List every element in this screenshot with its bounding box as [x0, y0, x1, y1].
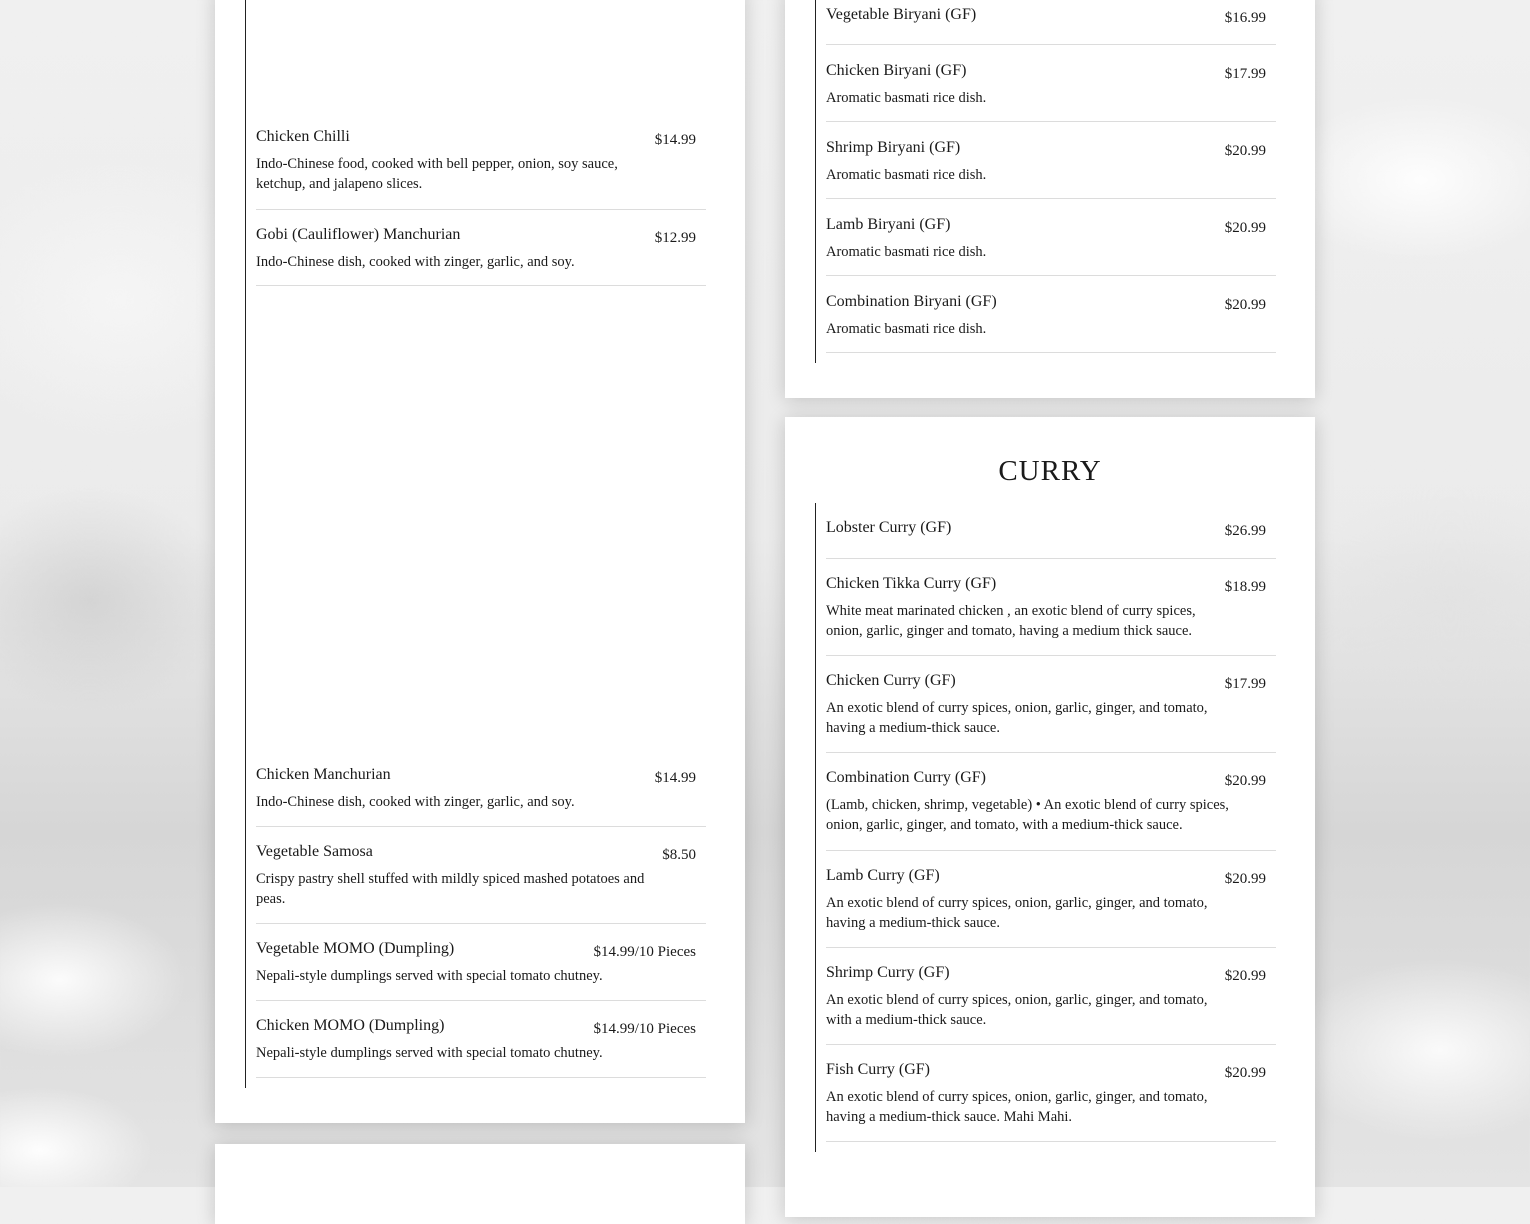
item-price: $14.99	[654, 770, 696, 786]
appetizers-list	[245, 0, 706, 1088]
item-price: $17.99	[1224, 676, 1266, 692]
item-price: $20.99	[1224, 220, 1266, 236]
item-price: $20.99	[1224, 871, 1266, 887]
item-price: $14.99/10 Pieces	[593, 1021, 696, 1037]
menu-item	[826, 61, 1276, 122]
item-description: Nepali-style dumplings served with special tomato chutney.	[256, 968, 603, 984]
item-name: Shrimp Curry (GF)	[826, 964, 950, 981]
menu-item	[826, 292, 1276, 353]
item-name: Chicken Biryani (GF)	[826, 62, 967, 79]
menu-item	[256, 765, 706, 827]
item-name: Gobi (Cauliflower) Manchurian	[256, 226, 461, 243]
menu-item	[256, 127, 706, 210]
item-description: Aromatic basmati rice dish.	[826, 167, 987, 183]
menu-item	[826, 518, 1276, 559]
item-name: Vegetable Biryani (GF)	[826, 6, 977, 23]
item-name: Chicken Manchurian	[256, 766, 391, 783]
menu-item	[826, 1060, 1276, 1142]
item-price: $20.99	[1224, 968, 1266, 984]
item-price: $20.99	[1224, 1065, 1266, 1081]
item-description: Indo-Chinese food, cooked with bell pepper, onion, soy sauce, ketchup, and jalapeno slices.	[256, 156, 618, 192]
item-description: Crispy pastry shell stuffed with mildly spiced mashed potatoes and peas.	[256, 871, 645, 907]
item-price: $20.99	[1224, 143, 1266, 159]
item-name: Chicken Chilli	[256, 128, 350, 145]
item-price: $17.99	[1224, 66, 1266, 82]
menu-item	[826, 5, 1276, 45]
curry-card	[785, 417, 1315, 1217]
item-description: Indo-Chinese dish, cooked with zinger, garlic, and soy.	[256, 794, 575, 810]
menu-item	[826, 866, 1276, 948]
menu-item	[826, 963, 1276, 1045]
menu-item	[256, 939, 706, 1001]
item-description: Aromatic basmati rice dish.	[826, 321, 987, 337]
menu-item	[256, 842, 706, 924]
biryani-card	[785, 0, 1315, 398]
item-description: An exotic blend of curry spices, onion, garlic, ginger, and tomato, having a medium-thick sauce. Mahi Mahi.	[826, 1089, 1208, 1125]
item-name: Lamb Curry (GF)	[826, 867, 940, 884]
menu-item	[826, 671, 1276, 753]
item-description: Indo-Chinese dish, cooked with zinger, garlic, and soy.	[256, 254, 575, 270]
item-price: $12.99	[654, 230, 696, 246]
item-price: $20.99	[1224, 773, 1266, 789]
item-price: $20.99	[1224, 297, 1266, 313]
menu-item	[256, 1016, 706, 1078]
item-description: An exotic blend of curry spices, onion, garlic, ginger, and tomato, having a medium-thick sauce.	[826, 895, 1208, 931]
item-description: Aromatic basmati rice dish.	[826, 244, 987, 260]
item-price: $8.50	[662, 847, 696, 863]
item-description: An exotic blend of curry spices, onion, garlic, ginger, and tomato, having a medium-thick sauce.	[826, 700, 1208, 736]
item-name: Chicken Tikka Curry (GF)	[826, 575, 997, 592]
menu-item	[826, 215, 1276, 276]
item-price: $18.99	[1224, 579, 1266, 595]
item-name: Combination Biryani (GF)	[826, 293, 997, 310]
curry-list	[815, 503, 1276, 1152]
item-name: Chicken Curry (GF)	[826, 672, 956, 689]
item-price: $26.99	[1224, 523, 1266, 539]
item-description: An exotic blend of curry spices, onion, garlic, ginger, and tomato, with a medium-thick sauce.	[826, 992, 1208, 1028]
item-name: Lamb Biryani (GF)	[826, 216, 951, 233]
biryani-list	[815, 0, 1276, 363]
appetizers-card	[215, 0, 745, 1123]
menu-item	[256, 225, 706, 286]
item-name: Fish Curry (GF)	[826, 1061, 931, 1078]
item-name: Shrimp Biryani (GF)	[826, 139, 961, 156]
item-description: Nepali-style dumplings served with special tomato chutney.	[256, 1045, 603, 1061]
item-description: Aromatic basmati rice dish.	[826, 90, 987, 106]
menu-item	[826, 138, 1276, 199]
item-price: $14.99	[654, 132, 696, 148]
item-name: Lobster Curry (GF)	[826, 519, 952, 536]
item-name: Vegetable Samosa	[256, 843, 373, 860]
next-section-card	[215, 1144, 745, 1224]
item-name: Vegetable MOMO (Dumpling)	[256, 940, 455, 957]
item-name: Combination Curry (GF)	[826, 769, 986, 786]
menu-item	[826, 768, 1276, 851]
item-price: $14.99/10 Pieces	[593, 944, 696, 960]
item-price: $16.99	[1224, 10, 1266, 26]
menu-item	[826, 574, 1276, 656]
item-description: (Lamb, chicken, shrimp, vegetable) • An exotic blend of curry spices, onion, garlic, ginger, and tomato, with a medium-thick sauce.	[826, 797, 1229, 833]
section-title: CURRY	[998, 455, 1102, 487]
item-description: White meat marinated chicken , an exotic blend of curry spices, onion, garlic, ginger and tomato, having a medium thick sauce.	[826, 603, 1196, 639]
item-name: Chicken MOMO (Dumpling)	[256, 1017, 445, 1034]
